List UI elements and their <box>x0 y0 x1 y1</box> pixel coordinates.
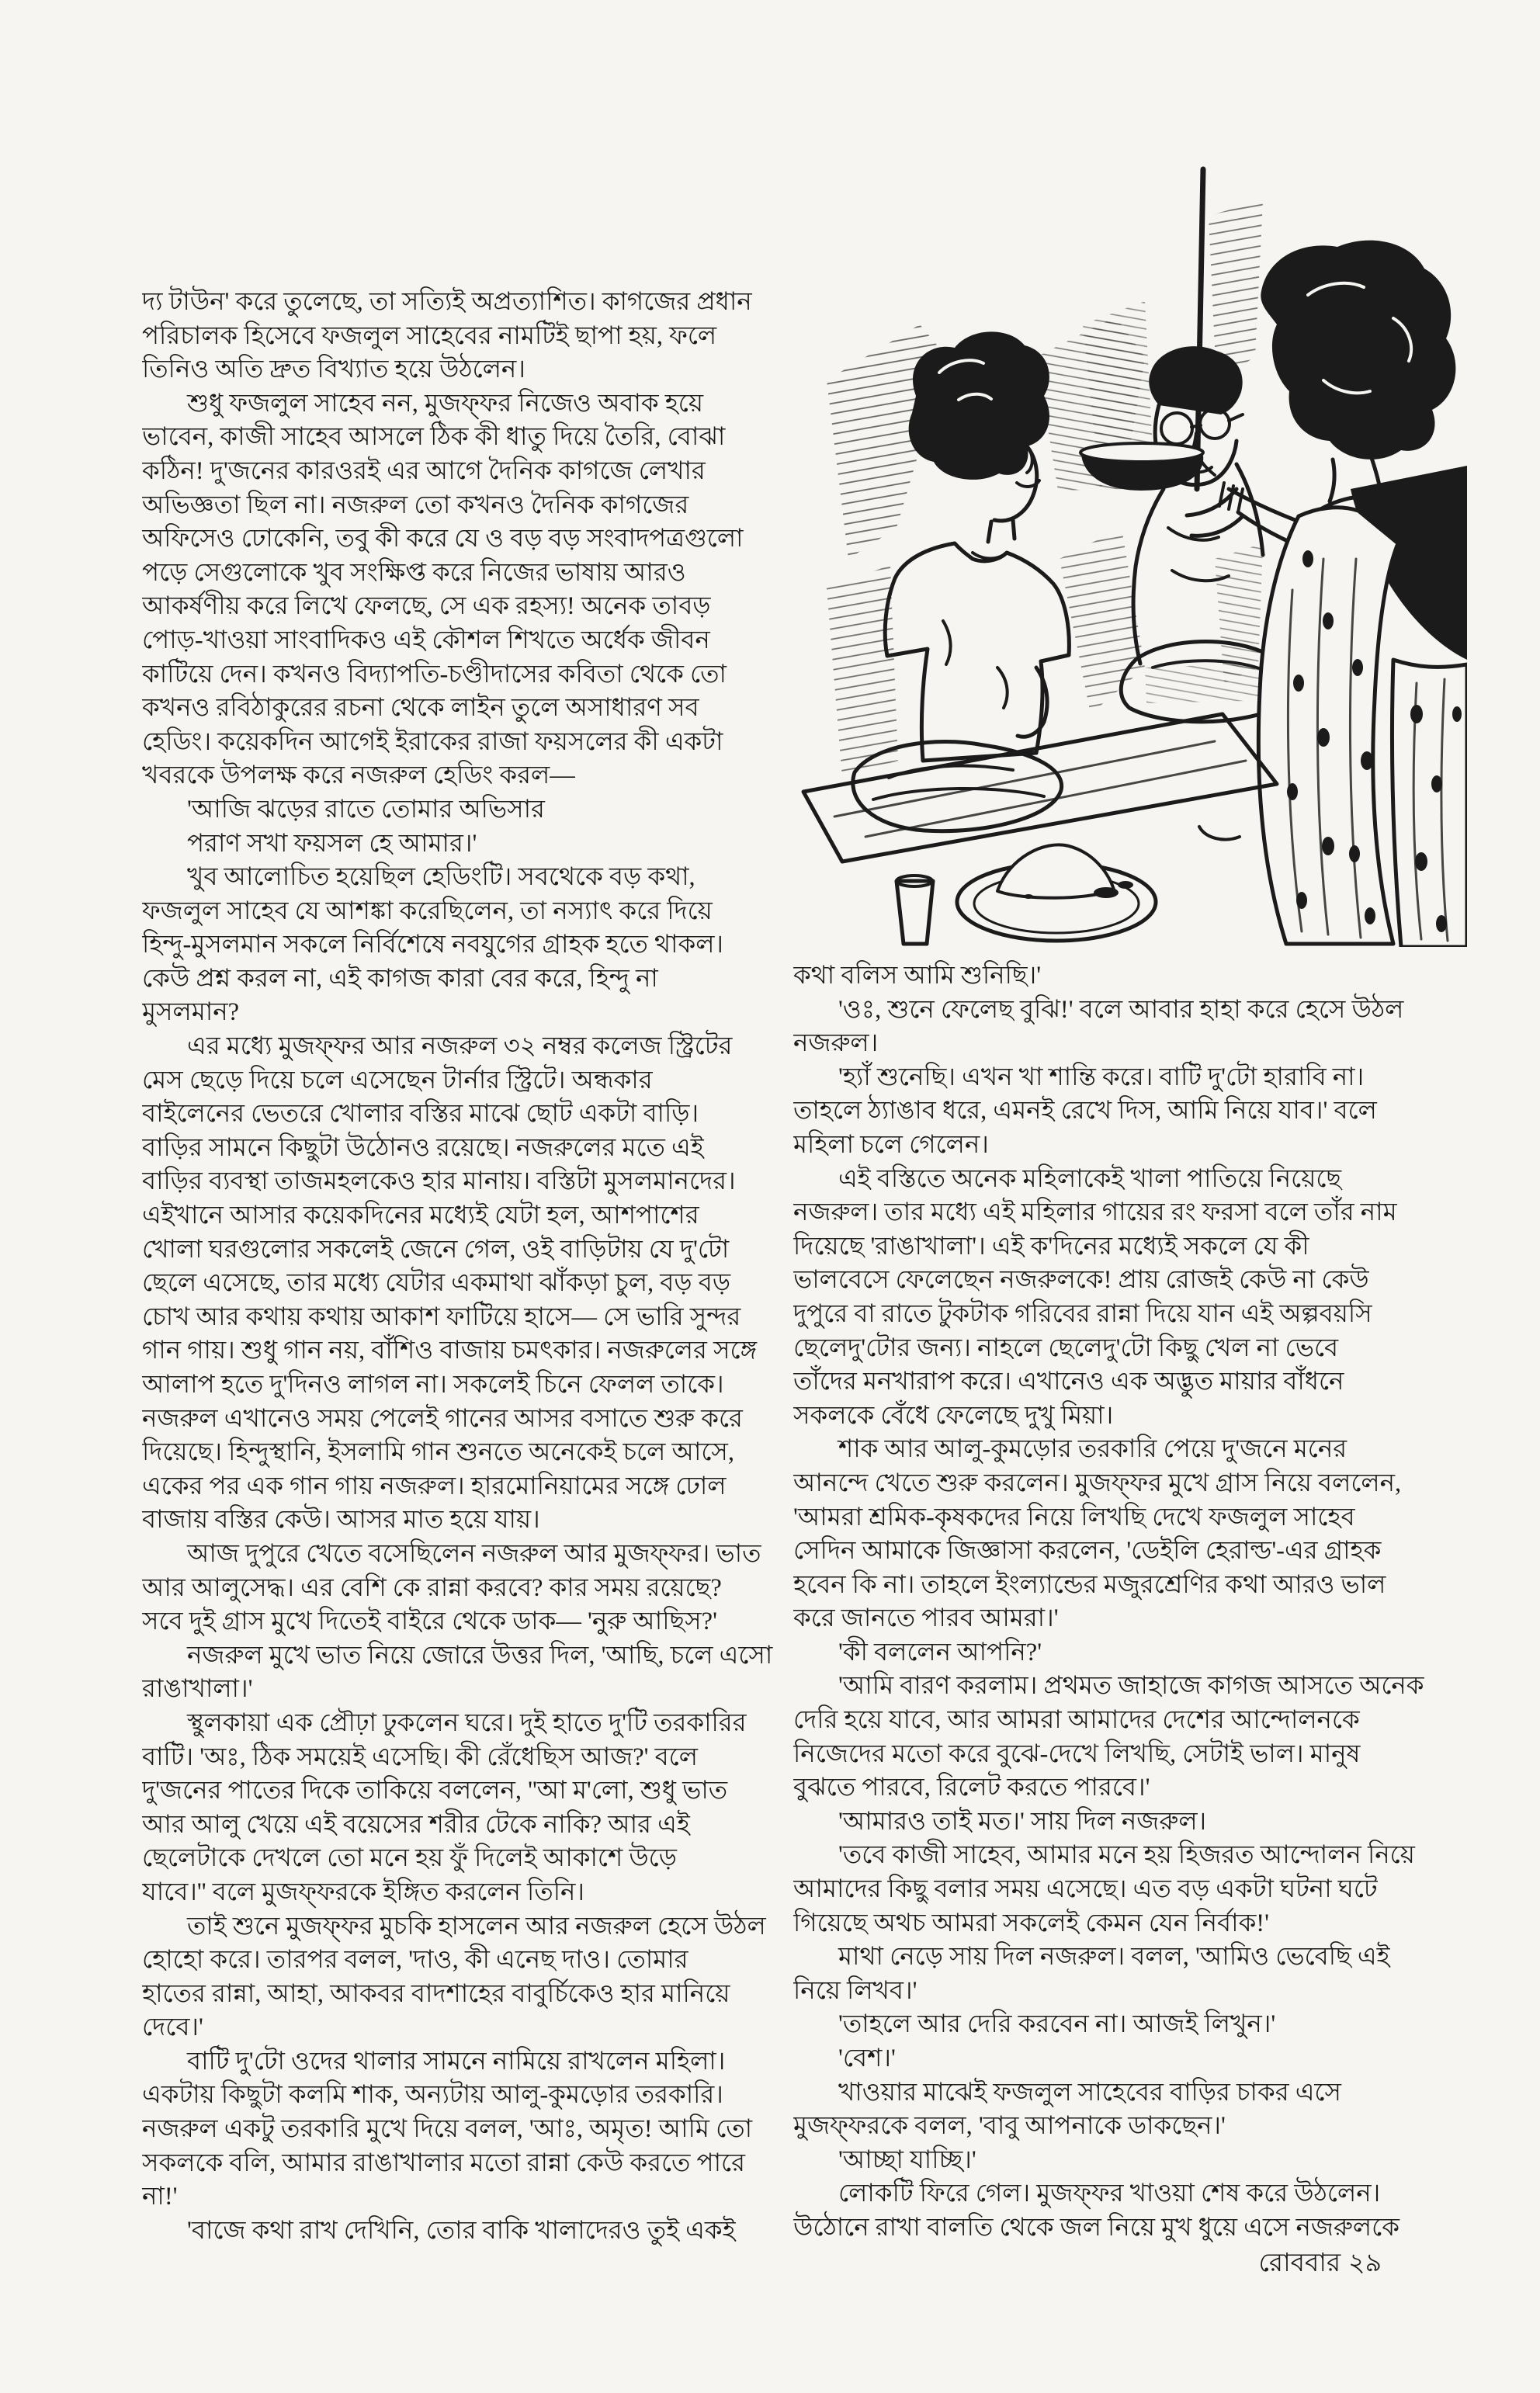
text-line: যাবে।'' বলে মুজফ্ফরকে ইঙ্গিত করলেন তিনি। <box>142 1878 585 1906</box>
text-line: আনন্দে খেতে শুরু করলেন। মুজফ্ফর মুখে গ্রাস নিয়ে বললেন, <box>793 1469 1402 1497</box>
footer-section-label: রোববার <box>1258 2249 1341 2277</box>
text-line: তাহলে ঠ্যাঙাব ধরে, এমনই রেখে দিস, আমি নিয়ে যাব।' বলে <box>793 1097 1377 1125</box>
text-line: ভাবেন, কাজী সাহেব আসলে ঠিক কী ধাতু দিয়ে তৈরি, বোঝা <box>142 423 726 452</box>
text-line: নজরুল। <box>793 1029 879 1058</box>
text-line: ছেলেটাকে দেখলে তো মনে হয় ফুঁ দিলেই আকাশে উড়ে <box>142 1844 677 1873</box>
text-line: আমাদের কিছু বলার সময় এসেছে। এত বড় একটা ঘটনা ঘটে <box>793 1875 1378 1904</box>
text-line: না!' <box>142 2183 178 2211</box>
text-line: হেডিং। কয়েকদিন আগেই ইরাকের রাজা ফয়সলের কী একটা <box>142 727 723 756</box>
text-line: বাটি দু'টো ওদের থালার সামনে নামিয়ে রাখলেন মহিলা। <box>187 2047 726 2076</box>
text-line: রাঙাখালা।' <box>142 1675 253 1704</box>
text-line: কাটিয়ে দেন। কখনও বিদ্যাপতি-চণ্ডীদাসের কবিতা থেকে তো <box>142 660 727 688</box>
text-line: সেদিন আমাকে জিজ্ঞাসা করলেন, 'ডেইলি হেরাল্ড'-এর গ্রাহক <box>793 1537 1382 1566</box>
page-footer <box>1133 2246 1382 2280</box>
text-line: হবেন কি না। তাহলে ইংল্যান্ডের মজুরশ্রেণির কথা আরও ভাল <box>793 1570 1386 1599</box>
text-line: 'কী বললেন আপনি?' <box>838 1638 1042 1666</box>
text-line: গিয়েছে অথচ আমরা সকলেই কেমন যেন নির্বাক!' <box>793 1909 1269 1937</box>
text-line: করে জানতে পারব আমরা।' <box>793 1604 1059 1633</box>
text-line: ছেলে এসেছে, তার মধ্যে যেটার একমাথা ঝাঁকড়া চুল, বড় বড় <box>142 1269 731 1298</box>
text-line: মাথা নেড়ে সায় দিল নজরুল। বলল, 'আমিও ভেবেছি এই <box>838 1943 1390 1972</box>
glasses-left-lens <box>1161 413 1192 444</box>
text-line: দুপুরে বা রাতে টুকটাক গরিবের রান্না দিয়ে যান এই অল্পবয়সি <box>793 1299 1372 1328</box>
text-line: পরিচালক হিসেবে ফজলুল সাহেবের নামটিই ছাপা হয়, ফলে <box>142 321 717 350</box>
text-line: দেবে।' <box>142 2013 203 2042</box>
text-line: নজরুল মুখে ভাত নিয়ে জোরে উত্তর দিল, 'আছি, চলে এসো <box>187 1641 773 1670</box>
text-line: 'তবে কাজী সাহেব, আমার মনে হয় হিজরত আন্দোলন নিয়ে <box>838 1841 1415 1870</box>
text-line: তিনিও অতি দ্রুত বিখ্যাত হয়ে উঠলেন। <box>142 355 525 384</box>
text-line: সকলকে বলি, আমার রাঙাখালার মতো রান্না কেউ করতে পারে <box>142 2148 745 2177</box>
text-line: খুব আলোচিত হয়েছিল হেডিংটি। সবথেকে বড় কথা, <box>187 863 695 892</box>
text-line: দিয়েছে 'রাঙাখালা'। এই ক'দিনের মধ্যেই সকলে যে কী <box>793 1232 1309 1261</box>
text-line: পড়ে সেগুলোকে খুব সংক্ষিপ্ত করে নিজের ভাষায় আরও <box>142 558 686 587</box>
text-line: এর মধ্যে মুজফ্ফর আর নজরুল ৩২ নম্বর কলেজ স্ট্রিটের <box>187 1032 733 1061</box>
text-line: আলাপ হতে দু'দিনও লাগল না। সকলেই চিনে ফেলল তাকে। <box>142 1371 724 1399</box>
text-line: ভালবেসে ফেলেছেন নজরুলকে! প্রায় রোজই কেউ না কেউ <box>793 1266 1369 1295</box>
text-line: নজরুল এখানেও সময় পেলেই গানের আসর বসাতে শুরু করে <box>142 1404 743 1433</box>
text-line: 'বাজে কথা রাখ দেখিনি, তোর বাকি খালাদেরও তুই একই <box>187 2216 736 2245</box>
text-line: কেউ প্রশ্ন করল না, এই কাগজ কারা বের করে, হিন্দু না <box>142 964 658 993</box>
text-line: নিয়ে লিখব।' <box>793 1976 917 2005</box>
text-line: 'আজি ঝড়ের রাতে তোমার অভিসার <box>187 795 545 824</box>
text-line: পরাণ সখা ফয়সল হে আমার।' <box>187 829 477 858</box>
text-line: দেরি হয়ে যাবে, আর আমরা আমাদের দেশের আন্দোলনকে <box>793 1706 1360 1735</box>
text-line: আর আলুসেদ্ধ। এর বেশি কে রান্না করবে? কার সময় রয়েছে? <box>142 1573 722 1602</box>
text-line: চোখ আর কথায় কথায় আকাশ ফাটিয়ে হাসে— সে ভারি সুন্দর <box>142 1302 741 1331</box>
text-line: এই বস্তিতে অনেক মহিলাকেই খালা পাতিয়ে নিয়েছে <box>838 1164 1342 1193</box>
text-line: স্থুলকায়া এক প্রৌঢ়া ঢুকলেন ঘরে। দুই হাতে দু'টি তরকারির <box>187 1708 747 1737</box>
text-line: কঠিন! দু'জনের কারওরই এর আগে দৈনিক কাগজে লেখার <box>142 456 706 485</box>
text-line: হিন্দু-মুসলমান সকলে নির্বিশেষে নবযুগের গ্রাহক হতে থাকল। <box>142 931 724 959</box>
text-line: বাটি। 'অঃ, ঠিক সময়েই এসেছি। কী রেঁধেছিস আজ?' বলে <box>142 1743 698 1771</box>
left-column <box>142 286 786 2257</box>
text-line: আকর্ষণীয় করে লিখে ফেলছে, সে এক রহস্য! অনেক তাবড় <box>142 592 711 621</box>
text-line: খাওয়ার মাঝেই ফজলুল সাহেবের বাড়ির চাকর এসে <box>838 2078 1341 2107</box>
text-line: বাইলেনের ভেতরে খোলার বস্তির মাঝে ছোট একটা বাড়ি। <box>142 1100 699 1129</box>
text-line: সকলকে বেঁধে ফেলেছে দুখু মিয়া। <box>793 1401 1114 1430</box>
text-line: নিজেদের মতো করে বুঝে-দেখে লিখছি, সেটাই ভাল। মানুষ <box>793 1739 1361 1768</box>
text-line: বাজায় বস্তির কেউ। আসর মাত হয়ে যায়। <box>142 1506 540 1535</box>
text-line: 'বেশ।' <box>838 2044 896 2072</box>
text-line: সবে দুই গ্রাস মুখে দিতেই বাইরে থেকে ডাক— 'নুরু আছিস?' <box>142 1607 717 1636</box>
text-line: হোহো করে। তারপর বলল, 'দাও, কী এনেছ দাও। তোমার <box>142 1946 688 1975</box>
text-line: তাঁদের মনখারাপ করে। এখানেও এক অদ্ভুত মায়ার বাঁধনে <box>793 1368 1344 1396</box>
text-line: কথা বলিস আমি শুনিছি।' <box>793 962 1042 990</box>
text-line: একের পর এক গান গায় নজরুল। হারমোনিয়ামের সঙ্গে ঢোল <box>142 1472 727 1500</box>
text-line: ছেলেদু'টোর জন্য। নাহলে ছেলেদু'টো কিছু খেল না ভেবে <box>793 1333 1339 1362</box>
text-line: গান গায়। শুধু গান নয়, বাঁশিও বাজায় চমৎকার। নজরুলের সঙ্গে <box>142 1337 758 1365</box>
footer-page-number: ২৯ <box>1348 2249 1382 2277</box>
wall-line <box>1197 169 1203 489</box>
text-line: খোলা ঘরগুলোর সকলেই জেনে গেল, ওই বাড়িটায় যে দু'টো <box>142 1235 730 1264</box>
text-line: খবরকে উপলক্ষ করে নজরুল হেডিং করল— <box>142 761 575 790</box>
text-line: একটায় কিছুটা কলমি শাক, অন্যটায় আলু-কুমড়োর তরকারি। <box>142 2081 723 2110</box>
text-line: 'আমি বারণ করলাম। প্রথমত জাহাজে কাগজ আসতে অনেক <box>838 1672 1424 1701</box>
text-line: শাক আর আলু-কুমড়োর তরকারি পেয়ে দু'জনে মনের <box>838 1435 1348 1464</box>
text-line: পোড়-খাওয়া সাংবাদিকও এই কৌশল শিখতে অর্ধেক জীবন <box>142 626 710 654</box>
text-line: 'তাহলে আর দেরি করবেন না। আজই লিখুন।' <box>838 2010 1276 2039</box>
glass-tumbler <box>897 876 933 944</box>
text-line: মহিলা চলে গেলেন। <box>793 1130 989 1159</box>
text-line: মুসলমান? <box>142 998 240 1027</box>
text-line: ফজলুল সাহেব যে আশঙ্কা করেছিলেন, তা নস্যাৎ করে দিয়ে <box>142 897 713 925</box>
rice-plate <box>957 827 1240 941</box>
text-line: আজ দুপুরে খেতে বসেছিলেন নজরুল আর মুজফ্ফর। ভাত <box>187 1539 761 1568</box>
text-line: বাড়ির সামনে কিছুটা উঠোনও রয়েছে। নজরুলের মতে এই <box>142 1133 704 1162</box>
text-line: বুঝতে পারবে, রিলেট করতে পারবে।' <box>793 1774 1150 1802</box>
text-line: দু'জনের পাতের দিকে তাকিয়ে বললেন, ''আ ম'লো, শুধু ভাত <box>142 1777 728 1805</box>
text-line: 'হ্যাঁ শুনেছি। এখন খা শান্তি করে। বাটি দু'টো হারাবি না। <box>838 1063 1365 1091</box>
text-line: বাড়ির ব্যবস্থা তাজমহলকেও হার মানায়। বস্তিটা মুসলমানদের। <box>142 1167 736 1196</box>
text-line: শুধু ফজলুল সাহেব নন, মুজফ্ফর নিজেও অবাক হয়ে <box>187 389 704 418</box>
text-line: নজরুল একটু তরকারি মুখে দিয়ে বলল, 'আঃ, অমৃত! আমি তো <box>142 2115 753 2144</box>
text-line: 'আমারও তাই মত।' সায় দিল নজরুল। <box>838 1807 1207 1836</box>
text-line: দ্য টাউন' করে তুলেছে, তা সত্যিই অপ্রত্যাশিত। কাগজের প্রধান <box>142 288 752 316</box>
illustration <box>780 124 1467 947</box>
text-line: তাই শুনে মুজফ্ফর মুচকি হাসলেন আর নজরুল হেসে উঠল <box>187 1912 766 1940</box>
text-line: লোকটি ফিরে গেল। মুজফ্ফর খাওয়া শেষ করে উঠলেন। <box>838 2180 1381 2208</box>
right-column <box>793 959 1470 2256</box>
text-line: মেস ছেড়ে দিয়ে চলে এসেছেন টার্নার স্ট্রিটে। অন্ধকার <box>142 1066 653 1094</box>
text-line: নজরুল। তার মধ্যে এই মহিলার গায়ের রং ফরসা বলে তাঁর নাম <box>793 1198 1397 1227</box>
text-line: দিয়েছে। হিন্দুস্থানি, ইসলামি গান শুনতে অনেকেই চলে আসে, <box>142 1438 735 1467</box>
text-line: 'ওঃ, শুনে ফেলেছ বুঝি!' বলে আবার হাহা করে হেসে উঠল <box>838 995 1404 1024</box>
text-line: আর আলু খেয়ে এই বয়েসের শরীর টেকে নাকি? আর এই <box>142 1810 690 1839</box>
text-line: কখনও রবিঠাকুরের রচনা থেকে লাইন তুলে অসাধারণ সব <box>142 694 699 723</box>
text-line: এইখানে আসার কয়েকদিনের মধ্যেই যেটা হল, আশপাশের <box>142 1202 699 1230</box>
text-line: মুজফ্ফরকে বলল, 'বাবু আপনাকে ডাকছেন।' <box>793 2112 1226 2141</box>
text-line: অফিসেও ঢোকেনি, তবু কী করে যে ও বড় বড় সংবাদপত্রগুলো <box>142 525 744 553</box>
text-line: 'আমরা শ্রমিক-কৃষকদের নিয়ে লিখছি দেখে ফজলুল সাহেব <box>793 1503 1355 1531</box>
text-line: উঠোনে রাখা বালতি থেকে জল নিয়ে মুখ ধুয়ে এসে নজরুলকে <box>793 2213 1400 2242</box>
text-line: হাতের রান্না, আহা, আকবর বাদশাহের বাবুর্চিকেও হার মানিয়ে <box>142 1979 730 2008</box>
text-line: অভিজ্ঞতা ছিল না। নজরুল তো কখনও দৈনিক কাগজের <box>142 491 689 519</box>
text-line: 'আচ্ছা যাচ্ছি।' <box>838 2145 976 2174</box>
